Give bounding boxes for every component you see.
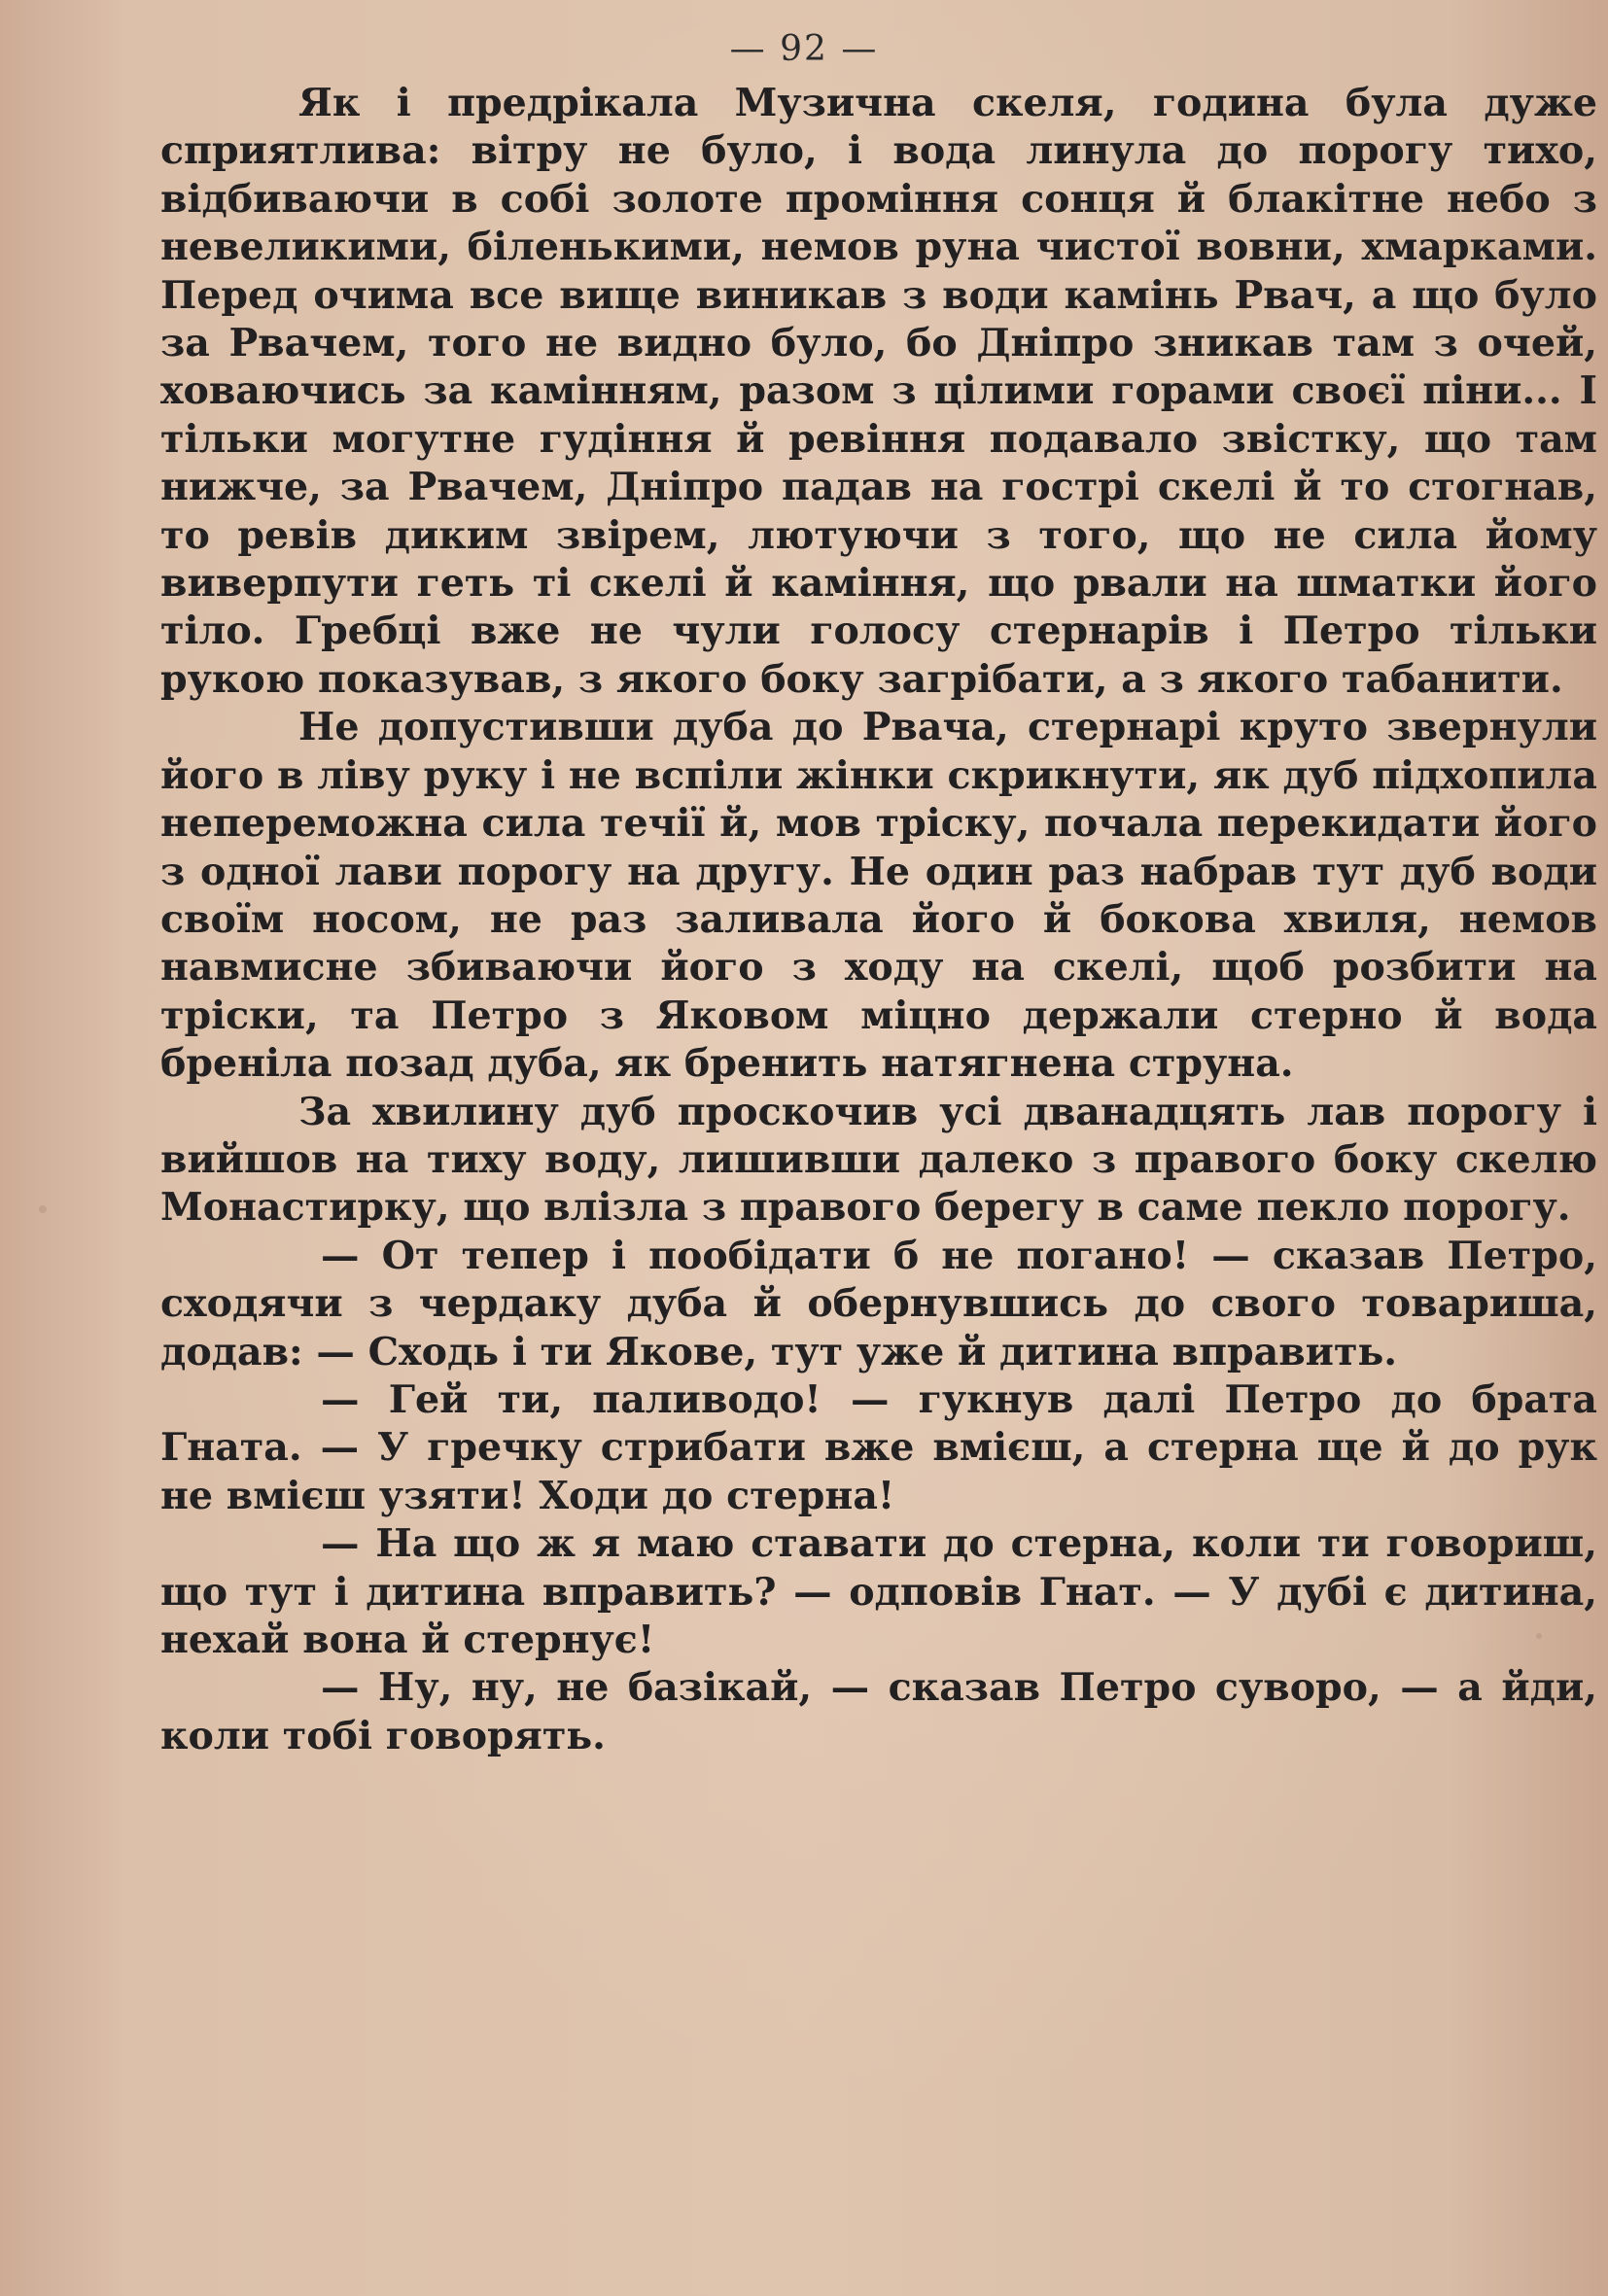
- page-text: [160, 80, 1597, 1760]
- paragraph: За хвилину дуб проскочив усі дванадцять лав порогу і вийшов на тиху воду, лишивши далеко з правого боку скелю Монастирку, що влізла з правого берегу в саме пекло порогу.: [160, 1089, 1597, 1231]
- paragraph: Як і предрікала Музична скеля, година була дуже сприятлива: вітру не було, і вода линула до порогу тихо, відбиваючи в собі золоте проміння сонця й блакітне небо з невеликими, біленькими, немов руна чистої вовни, хмарками. Перед очима все вище виникав з води камінь Рвач, а що було за Рвачем, того не видно було, бо Дніпро зникав там з очей, ховаючись за камінням, разом з цілими горами своєї піни... І тільки могутне гудіння й ревіння подавало звістку, що там нижче, за Рвачем, Дніпро падав на гострі скелі й то стогнав, то ревів диким звірем, лютуючи з того, що не сила йому виверпути геть ті скелі й каміння, що рвали на шматки його тіло. Гребці вже не чули голосу стернарів і Петро тільки рукою показував, з якого боку загрібати, а з якого табанити.: [160, 81, 1597, 702]
- page-number: — 92 —: [729, 29, 879, 69]
- paragraph: Не допустивши дуба до Рвача, стернарі круто звернули його в ліву руку і не вспіли жінки скрикнути, як дуб підхопила непереможна сила течії й, мов тріску, почала перекидати його з одної лави порогу на другу. Не один раз набрав тут дуб води своїм носом, не раз заливала його й бокова хвиля, немов навмисне збиваючи його з ходу на скелі, щоб розбити на тріски, та Петро з Яковом міцно держали стерно й вода бреніла позад дуба, як бренить натягнена струна.: [160, 705, 1597, 1087]
- paper-spot: [39, 1205, 47, 1213]
- dialogue-paragraph: — От тепер і пообідати б не погано! — сказав Петро, сходячи з чердаку дуба й обернувшись до свого товариша, додав: — Сходь і ти Якове, тут уже й дитина вправить.: [160, 1233, 1597, 1374]
- dialogue-paragraph: — На що ж я маю ставати до стерна, коли ти говориш, що тут і дитина вправить? — одповів Гнат. — У дубі є дитина, нехай вона й стернує!: [160, 1521, 1597, 1662]
- dialogue-paragraph: — Ну, ну, не базікай, — сказав Петро суворо, — а йди, коли тобі говорять.: [160, 1665, 1597, 1758]
- dialogue-paragraph: — Гей ти, паливодо! — гукнув далі Петро до брата Гната. — У гречку стрибати вже вмієш, а стерна ще й до рук не вмієш узяти! Ходи до стерна!: [160, 1376, 1597, 1518]
